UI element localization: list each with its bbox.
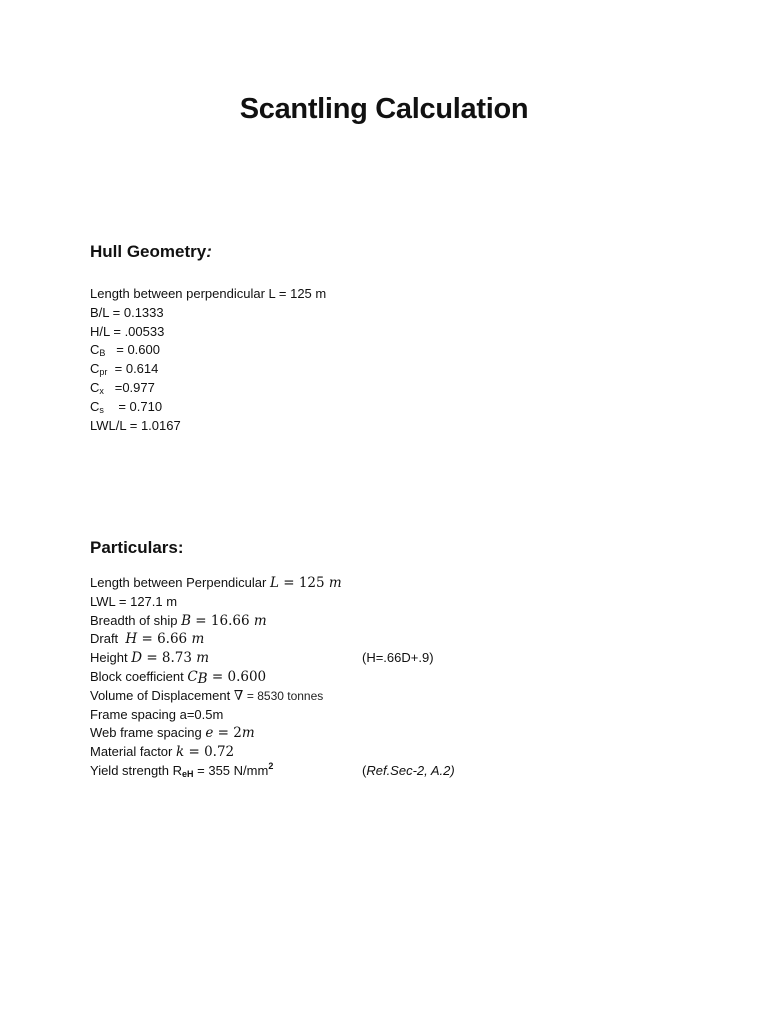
volume-label: Volume of Displacement [90, 687, 231, 703]
height-value: = 8.73 [142, 650, 197, 667]
particular-frame-spacing: Frame spacing a=0.5m [90, 706, 224, 722]
yield-subscript: eH [182, 768, 194, 779]
particular-lwl: LWL = 127.1 m [90, 593, 178, 609]
yield-note [362, 762, 455, 781]
hull-cs [90, 398, 730, 417]
draft-label: Draft [90, 631, 119, 647]
yield-note-paren: ( [362, 762, 367, 778]
hull-cx [90, 379, 730, 398]
material-label: Material factor [90, 744, 173, 760]
length-variable: L [269, 575, 279, 591]
particular-material-factor [90, 743, 730, 762]
breadth-variable: B [181, 612, 191, 629]
particular-volume [90, 687, 730, 706]
hull-cb [90, 341, 730, 360]
hull-length: Length between perpendicular L = 125 m [90, 286, 327, 301]
breadth-unit: m [253, 612, 267, 629]
cs-subscript: s [99, 404, 104, 415]
hull-cpr [90, 360, 730, 379]
web-value: = 2 [213, 725, 242, 742]
cb-symbol: C [90, 342, 100, 358]
block-variable: C [187, 668, 198, 685]
hull-geometry-heading [90, 242, 212, 262]
particular-height [90, 649, 730, 668]
hull-geometry-heading-colon: : [206, 242, 212, 261]
yield-value: = 355 N/mm [193, 762, 269, 778]
cpr-subscript: pr [99, 367, 108, 378]
cx-symbol: C [90, 379, 100, 395]
length-label: Length between Perpendicular [90, 575, 267, 590]
yield-label: Yield strength R [90, 762, 183, 778]
hull-lwl-ratio: LWL/L = 1.0167 [90, 417, 181, 433]
cx-value: =0.977 [114, 379, 155, 395]
volume-value: = 8530 tonnes [246, 688, 324, 703]
cx-subscript: x [99, 385, 104, 396]
hull-bl-ratio: B/L = 0.1333 [90, 304, 164, 320]
yield-note-reference: Ref.Sec-2, A.2) [366, 762, 455, 778]
length-value: = 125 [278, 575, 329, 591]
particular-block-coefficient [90, 668, 730, 687]
hull-geometry-list [90, 285, 730, 435]
cs-value: = 0.710 [118, 398, 163, 414]
nabla-symbol: ∇ [233, 687, 244, 704]
cb-subscript: B [99, 348, 106, 359]
draft-variable: H [125, 631, 138, 648]
particular-breadth [90, 612, 730, 631]
height-label: Height [90, 650, 128, 666]
draft-value: = 6.66 [137, 631, 192, 648]
web-unit: m [241, 725, 255, 742]
block-subscript: B [197, 670, 208, 687]
particular-yield-strength [90, 762, 730, 781]
web-variable: e [205, 725, 214, 742]
material-value: = 0.72 [184, 744, 235, 761]
block-value: = 0.600 [207, 668, 267, 685]
cpr-value: = 0.614 [114, 361, 159, 377]
page-title: Scantling Calculation [239, 93, 529, 125]
block-label: Block coefficient [90, 668, 184, 684]
material-variable: k [176, 744, 185, 761]
height-note: (H=.66D+.9) [362, 650, 434, 666]
cs-symbol: C [90, 398, 100, 414]
breadth-value: = 16.66 [191, 612, 254, 629]
particular-draft [90, 630, 730, 649]
cpr-symbol: C [90, 361, 100, 377]
web-label: Web frame spacing [90, 725, 202, 741]
breadth-label: Breadth of ship [90, 612, 178, 628]
cb-value: = 0.600 [116, 342, 160, 358]
particulars-heading: Particulars: [90, 538, 184, 557]
height-variable: D [131, 650, 143, 667]
draft-unit: m [191, 631, 205, 648]
particular-length [90, 574, 730, 593]
length-unit: m [328, 575, 342, 591]
particulars-list [90, 574, 730, 781]
hull-geometry-heading-text: Hull Geometry [90, 242, 207, 261]
yield-superscript: 2 [268, 760, 274, 771]
height-unit: m [196, 650, 210, 667]
particular-web-frame [90, 724, 730, 743]
hull-hl-ratio: H/L = .00533 [90, 323, 165, 339]
